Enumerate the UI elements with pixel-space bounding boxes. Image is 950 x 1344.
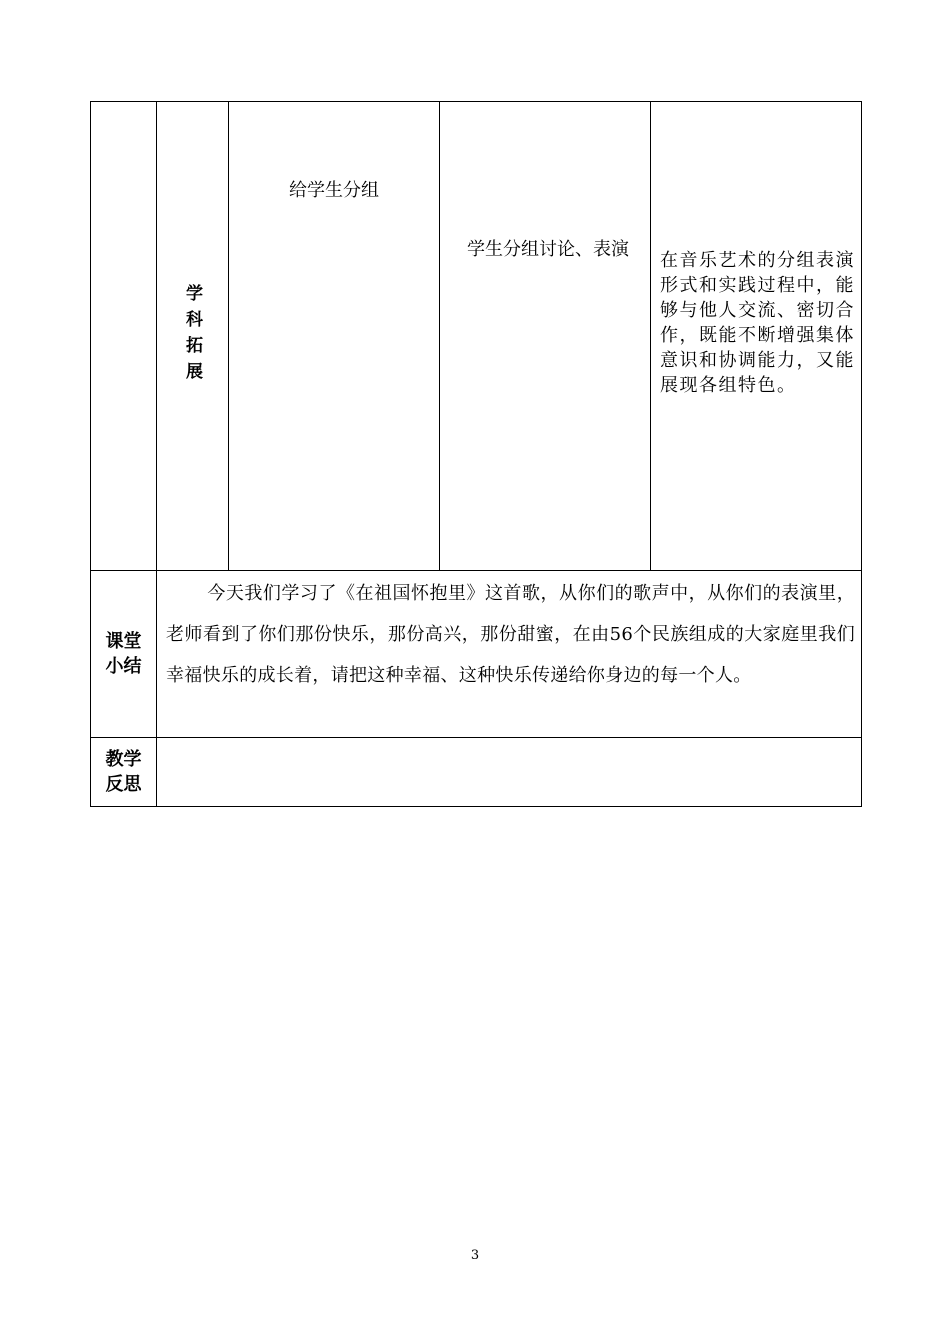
section-label-cell <box>157 102 229 571</box>
reflection-row <box>91 738 862 807</box>
design-intent: 在音乐艺术的分组表演形式和实践过程中，能够与他人交流、密切合作，既能不断增强集体意识和协调能力，又能展现各组特色。 <box>660 250 855 396</box>
summary-content-cell <box>157 571 862 738</box>
student-activity-cell <box>440 102 651 571</box>
reflection-label: 教学反思 <box>91 738 157 807</box>
teacher-activity-cell <box>229 102 440 571</box>
summary-row <box>91 571 862 738</box>
lesson-plan-table <box>90 101 862 807</box>
teacher-activity: 给学生分组 <box>289 180 379 201</box>
page-number: 3 <box>470 1248 480 1263</box>
summary-label: 课堂小结 <box>91 571 157 738</box>
summary-content: 今天我们学习了《在祖国怀抱里》这首歌，从你们的歌声中，从你们的表演里，老师看到了你们那份快乐，那份高兴，那份甜蜜，在由56个民族组成的大家庭里我们幸福快乐的成长着，请把这种幸福、这种快乐传递给你身边的每一个人。 <box>166 583 855 686</box>
reflection-content-cell <box>157 738 862 807</box>
student-activity: 学生分组讨论、表演 <box>467 239 629 260</box>
empty-stage-cell <box>91 102 157 571</box>
design-intent-cell <box>651 102 862 571</box>
section-label: 学科拓展 <box>182 284 202 388</box>
expansion-row <box>91 102 862 571</box>
